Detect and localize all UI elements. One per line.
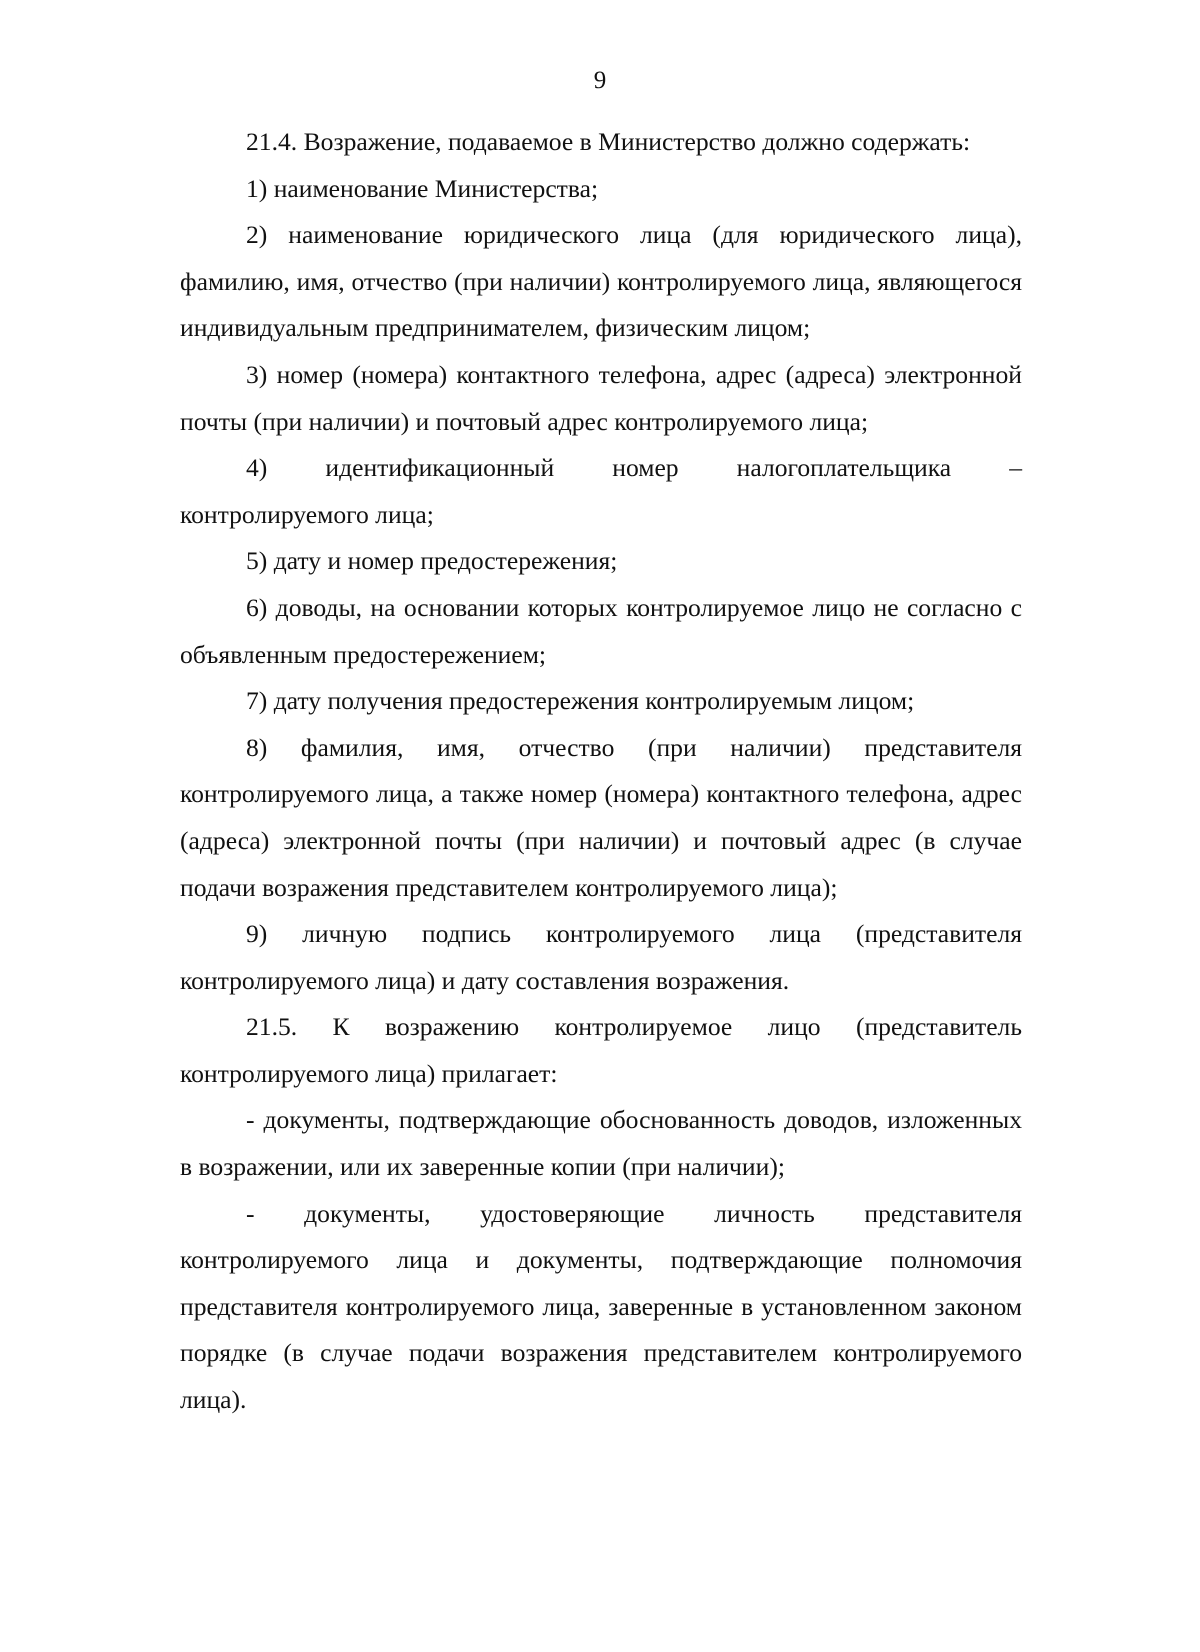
list-item-4-number: 4) <box>246 453 268 483</box>
page-number: 9 <box>593 67 607 94</box>
attachment-item-2: - документы, удостоверяющие личность представителя контролируемого лица и документы, подтверждающие полномочия представителя контролируемого лица, заверенные в установленном законом порядке (в случае подачи возражения представителем контролируемого лица). <box>180 1198 1022 1415</box>
list-item-4-word-1: идентификационный <box>325 453 555 483</box>
list-item-7: 7) дату получения предостережения контролируемым лицом; <box>246 686 915 716</box>
list-item-3: 3) номер (номера) контактного телефона, адрес (адреса) электронной почты (при наличии) и почтовый адрес контролируемого лица; <box>180 359 1022 436</box>
list-item-4-first-line <box>180 445 1022 492</box>
list-item-4-word-2: номер <box>612 453 679 483</box>
paragraph-21-5: 21.5. К возражению контролируемое лицо (представитель контролируемого лица) прилагает: <box>180 1012 1022 1088</box>
list-item-4-dash: – <box>1009 453 1022 483</box>
document-body <box>180 119 1022 1424</box>
list-item-6: 6) доводы, на основании которых контролируемое лицо не согласно с объявленным предостережением; <box>180 592 1022 669</box>
list-item-5: 5) дату и номер предостережения; <box>246 546 618 576</box>
list-item-1: 1) наименование Министерства; <box>246 173 599 203</box>
list-item-9: 9) личную подпись контролируемого лица (представителя контролируемого лица) и дату составления возражения. <box>180 919 1022 995</box>
list-item-2: 2) наименование юридического лица (для юридического лица), фамилию, имя, отчество (при наличии) контролируемого лица, являющегося индивидуальным предпринимателем, физическим лицом; <box>180 220 1022 343</box>
attachment-item-1: - документы, подтверждающие обоснованность доводов, изложенных в возражении, или их заверенные копии (при наличии); <box>180 1105 1022 1182</box>
paragraph-21-4: 21.4. Возражение, подаваемое в Министерство должно содержать: <box>246 127 971 156</box>
list-item-8: 8) фамилия, имя, отчество (при наличии) представителя контролируемого лица, а также номер (номера) контактного телефона, адрес (адреса) электронной почты (при наличии) и почтовый адрес (в случае подачи возражения представителем контролируемого лица); <box>180 732 1022 902</box>
list-item-4-continuation: контролируемого лица; <box>180 499 434 529</box>
list-item-4-word-3: налогоплательщика <box>736 453 952 483</box>
